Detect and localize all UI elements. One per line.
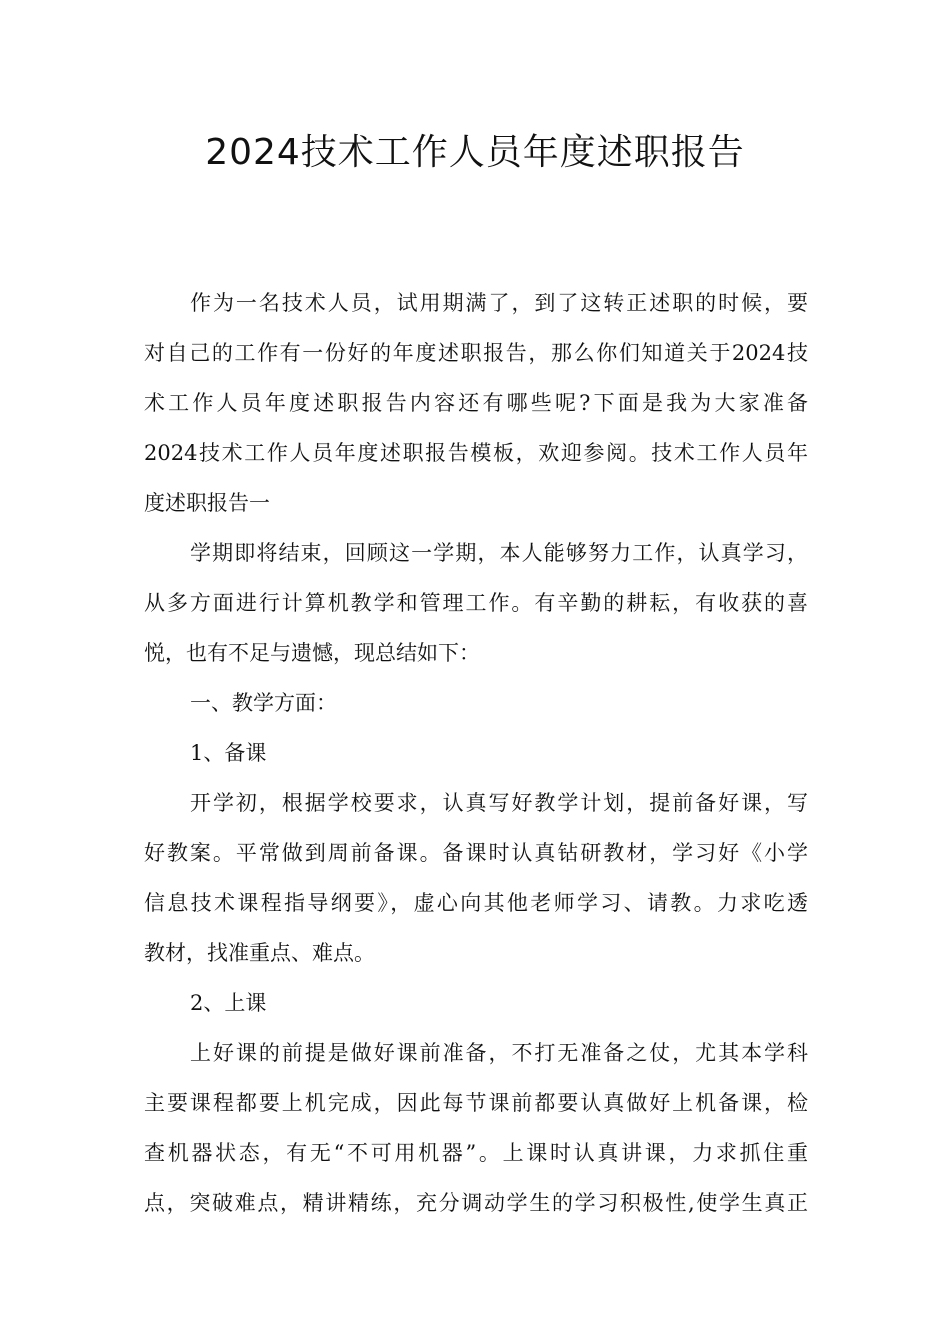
text-line: 对自己的工作有一份好的年度述职报告，那么你们知道关于2024技: [144, 341, 808, 365]
text-line: 2、上课: [190, 991, 267, 1015]
text-line: 上好课的前提是做好课前准备，不打无准备之仗，尤其本学科: [190, 1041, 808, 1065]
text-line: 一、教学方面：: [190, 691, 337, 715]
text-line: 好教案。平常做到周前备课。备课时认真钻研教材，学习好《小学: [144, 841, 808, 865]
text-line: 悦，也有不足与遗憾，现总结如下：: [144, 641, 480, 665]
text-line: 开学初，根据学校要求，认真写好教学计划，提前备好课，写: [190, 791, 808, 815]
text-line: 教材，找准重点、难点。: [144, 941, 375, 965]
text-line: 2024技术工作人员年度述职报告模板，欢迎参阅。技术工作人员年: [144, 441, 808, 465]
document-title: 2024技术工作人员年度述职报告: [205, 132, 745, 173]
text-line: 术工作人员年度述职报告内容还有哪些呢?下面是我为大家准备: [144, 391, 808, 415]
text-line: 点，突破难点，精讲精练，充分调动学生的学习积极性,使学生真正: [144, 1191, 808, 1215]
text-line: 度述职报告一: [144, 491, 270, 515]
text-line: 从多方面进行计算机教学和管理工作。有辛勤的耕耘，有收获的喜: [144, 591, 808, 615]
text-line: 信息技术课程指导纲要》，虚心向其他老师学习、请教。力求吃透: [144, 891, 808, 915]
document-body: [144, 278, 808, 1228]
text-line: 作为一名技术人员，试用期满了，到了这转正述职的时候，要: [190, 291, 808, 315]
text-line: 学期即将结束，回顾这一学期，本人能够努力工作，认真学习，: [190, 541, 808, 565]
text-line: 主要课程都要上机完成，因此每节课前都要认真做好上机备课，检: [144, 1091, 808, 1115]
text-line: 查机器状态，有无“不可用机器”。上课时认真讲课，力求抓住重: [144, 1141, 808, 1165]
text-line: 1、备课: [190, 741, 267, 765]
